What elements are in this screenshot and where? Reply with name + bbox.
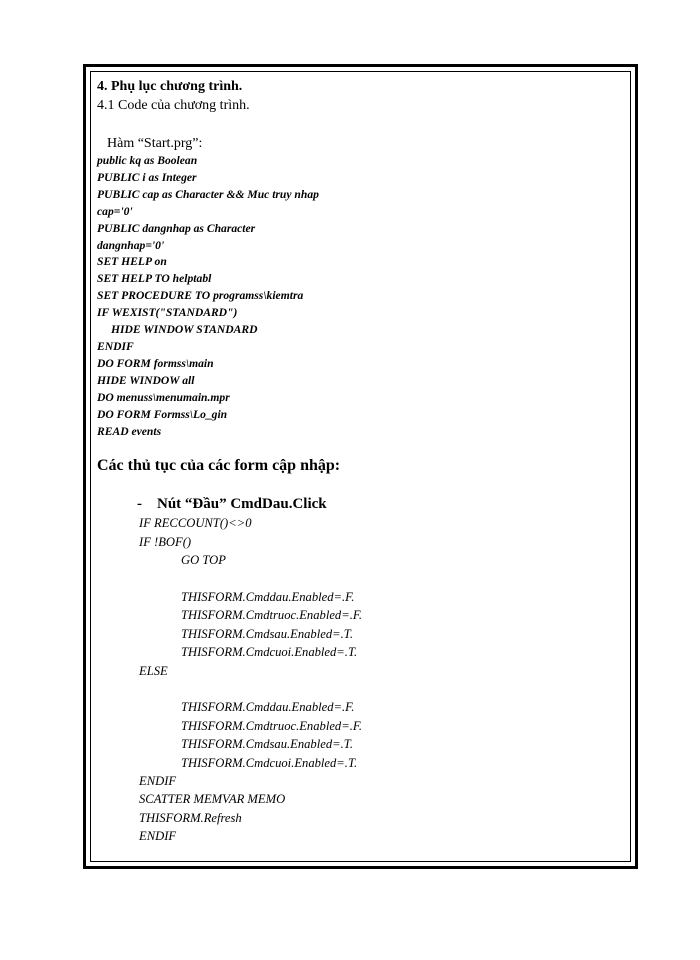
bullet-dash: - bbox=[137, 496, 142, 513]
code-line: PUBLIC cap as Character && Muc truy nhap bbox=[97, 187, 319, 201]
bullet-text: Nút “Đầu” CmdDau.Click bbox=[157, 496, 327, 513]
code-line: THISFORM.Refresh bbox=[139, 810, 242, 825]
code-line: HIDE WINDOW all bbox=[97, 373, 195, 387]
code-line: DO FORM formss\main bbox=[97, 356, 214, 370]
code-line: THISFORM.Cmddau.Enabled=.F. bbox=[181, 590, 355, 605]
code-line: PUBLIC dangnhap as Character bbox=[97, 221, 256, 235]
code-line: THISFORM.Cmdtruoc.Enabled=.F. bbox=[181, 718, 363, 733]
code-line: IF !BOF() bbox=[139, 534, 192, 549]
code-line: ELSE bbox=[139, 663, 168, 678]
code-line: SET PROCEDURE TO programss\kiemtra bbox=[97, 289, 304, 303]
start-code-block bbox=[97, 153, 624, 440]
code-line: GO TOP bbox=[181, 553, 226, 568]
page-border bbox=[83, 64, 638, 869]
code-line: THISFORM.Cmddau.Enabled=.F. bbox=[181, 700, 355, 715]
code-line: public kq as Boolean bbox=[97, 154, 198, 167]
page-border-inner bbox=[90, 71, 631, 862]
section-heading: 4. Phụ lục chương trình. bbox=[97, 79, 243, 94]
code-line: dangnhap='0' bbox=[97, 238, 165, 252]
subsection-heading: 4.1 Code của chương trình. bbox=[97, 98, 250, 113]
code-line: IF WEXIST("STANDARD") bbox=[97, 306, 238, 320]
click-code-block bbox=[139, 514, 624, 845]
code-line: HIDE WINDOW STANDARD bbox=[111, 323, 258, 337]
code-line: READ events bbox=[97, 424, 162, 438]
code-line: ENDIF bbox=[139, 774, 177, 789]
code-line: THISFORM.Cmdtruoc.Enabled=.F. bbox=[181, 608, 363, 623]
code-line: ENDIF bbox=[139, 829, 177, 844]
code-line: DO menuss\menumain.mpr bbox=[97, 390, 230, 404]
code-line: SET HELP TO helptabl bbox=[97, 272, 212, 286]
blank-line bbox=[139, 680, 624, 698]
code-line: THISFORM.Cmdcuoi.Enabled=.T. bbox=[181, 645, 358, 660]
code-line: THISFORM.Cmdcuoi.Enabled=.T. bbox=[181, 755, 358, 770]
start-function-title: Hàm “Start.prg”: bbox=[107, 136, 203, 151]
blank-line bbox=[139, 570, 624, 588]
code-line: SCATTER MEMVAR MEMO bbox=[139, 792, 286, 807]
page-content bbox=[97, 77, 624, 846]
code-line: THISFORM.Cmdsau.Enabled=.T. bbox=[181, 626, 353, 641]
forms-section-title: Các thủ tục của các form cập nhập: bbox=[97, 457, 341, 475]
bullet-item bbox=[137, 494, 624, 514]
code-line: SET HELP on bbox=[97, 255, 167, 269]
code-line: ENDIF bbox=[97, 339, 134, 353]
code-line: PUBLIC i as Integer bbox=[97, 170, 197, 184]
code-line: cap='0' bbox=[97, 204, 133, 218]
code-line: IF RECCOUNT()<>0 bbox=[139, 516, 252, 531]
code-line: DO FORM Formss\Lo_gin bbox=[97, 407, 228, 421]
code-line: THISFORM.Cmdsau.Enabled=.T. bbox=[181, 737, 353, 752]
